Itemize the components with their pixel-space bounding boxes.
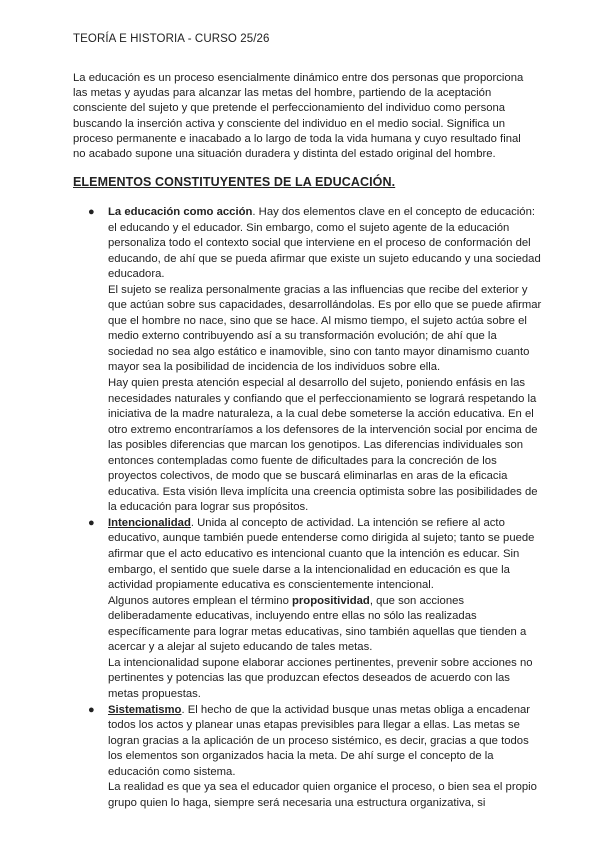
- item-lead-text: . Unida al concepto de actividad. La intención se refiere al acto educativo, aunque también puede entenderse como dirigida al sujeto; tanto se puede afirmar que el acto educativo es intencional cuanto que la intención es educar. Sin embargo, el sentido que suele darse a la intencionalidad en educación es que la actividad propiamente educativa es conscientemente intencional.: [108, 516, 535, 592]
- item-paragraph: La intencionalidad supone elaborar acciones pertinentes, prevenir sobre acciones no pertinentes y potencias las que produzcan efectos deseados de acuerdo con las metas propuestas.: [108, 656, 533, 700]
- list-item-intencionalidad: [73, 516, 543, 703]
- item-paragraph: [108, 594, 543, 656]
- intro-paragraph: La educación es un proceso esencialmente dinámico entre dos personas que proporciona las metas y ayudas para alcanzar las metas del hombre, partiendo de la aceptación consciente del sujeto y que pretende el perfeccionamiento del individuo como persona buscando la inserción activa y consciente del individuo en el medio social. Significa un proceso permanente e inacabado a lo largo de toda la vida humana y cuyo resultado final no acabado supone una situación duradera y distinta del estado original del hombre.: [73, 72, 524, 161]
- bullet-icon: ●: [88, 516, 95, 529]
- item-paragraph: La realidad es que ya sea el educador quien organice el proceso, o bien sea el propio grupo quien lo haga, siempre será necesaria una estructura organizativa, si: [108, 781, 537, 809]
- item-lead: [108, 703, 543, 781]
- item-lead-text: . Hay dos elementos clave en el concepto de educación: el educando y el educador. Sin embargo, como el sujeto agente de la educación personaliza todo el contexto social que interviene en el proceso de conformación del educando, de ahí que se pueda afirmar que existe un sujeto educando y una sociedad educadora.: [108, 206, 541, 281]
- list-item-sistematismo: [73, 703, 543, 812]
- item-lead: [108, 205, 543, 283]
- item-term: Sistematismo: [108, 703, 182, 716]
- item-paragraph: El sujeto se realiza personalmente gracias a las influencias que recibe del exterior y que actúan sobre sus capacidades, desarrollándolas. Es por ello que se puede afirmar que el hombre no nace, sino que se hace. Al mismo tiempo, el sujeto actúa sobre el medio externo contribuyendo así a su transformación evolución; de ahí que la sociedad no sea algo estático e inamovible, sino con tanto mayor dinamismo cuanto mayor sea la posibilidad de incidencia de los individuos sobre ella.: [108, 283, 542, 374]
- item-lead: [108, 516, 543, 594]
- item-text: , que son acciones deliberadamente educativas, incluyendo entre ellas no sólo las realizadas específicamente para lograr metas educativas, sino también aquellas que tienden a acercar y a alejar al sujeto educando de tales metas.: [108, 594, 527, 654]
- item-paragraph: Hay quien presta atención especial al desarrollo del sujeto, poniendo enfásis en las necesidades naturales y confiando que el perfeccionamiento se logrará respetando la iniciativa de la madre naturaleza, a la cual debe someterse la acción educativa. En el otro extremo encontraríamos a los defensores de la intervención social por encima de las posibles diferencias que marcan los genotipos. Las diferencias individuales son entonces contempladas como fuente de dificultades para la concreción de los proyectos colectivos, de modo que se buscará eliminarlas en aras de la eficacia educativa. Esta visión lleva implícita una creencia optimista sobre las posibilidades de la educación para lograr sus propósitos.: [108, 377, 538, 514]
- list-item-educacion-accion: [73, 205, 543, 516]
- item-term: La educación como acción: [108, 206, 253, 218]
- page-header: TEORÍA E HISTORIA - CURSO 25/26: [73, 33, 270, 45]
- item-keyword: propositividad: [292, 594, 370, 607]
- item-term: Intencionalidad: [108, 516, 191, 529]
- section-title: ELEMENTOS CONSTITUYENTES DE LA EDUCACIÓN.: [73, 175, 396, 189]
- item-text: Algunos autores emplean el término: [108, 594, 292, 607]
- bullet-icon: ●: [88, 206, 95, 218]
- elements-list: [73, 205, 543, 811]
- bullet-icon: ●: [88, 703, 95, 716]
- item-lead-text: . El hecho de que la actividad busque unas metas obliga a encadenar todos los actos y planear unas etapas previsibles para llegar a ellas. Las metas se logran gracias a la aplicación de un proceso sistémico, es decir, gracias a que todos los elementos son organizados hacia la meta. De ahí surge el concepto de la educación como sistema.: [108, 703, 531, 778]
